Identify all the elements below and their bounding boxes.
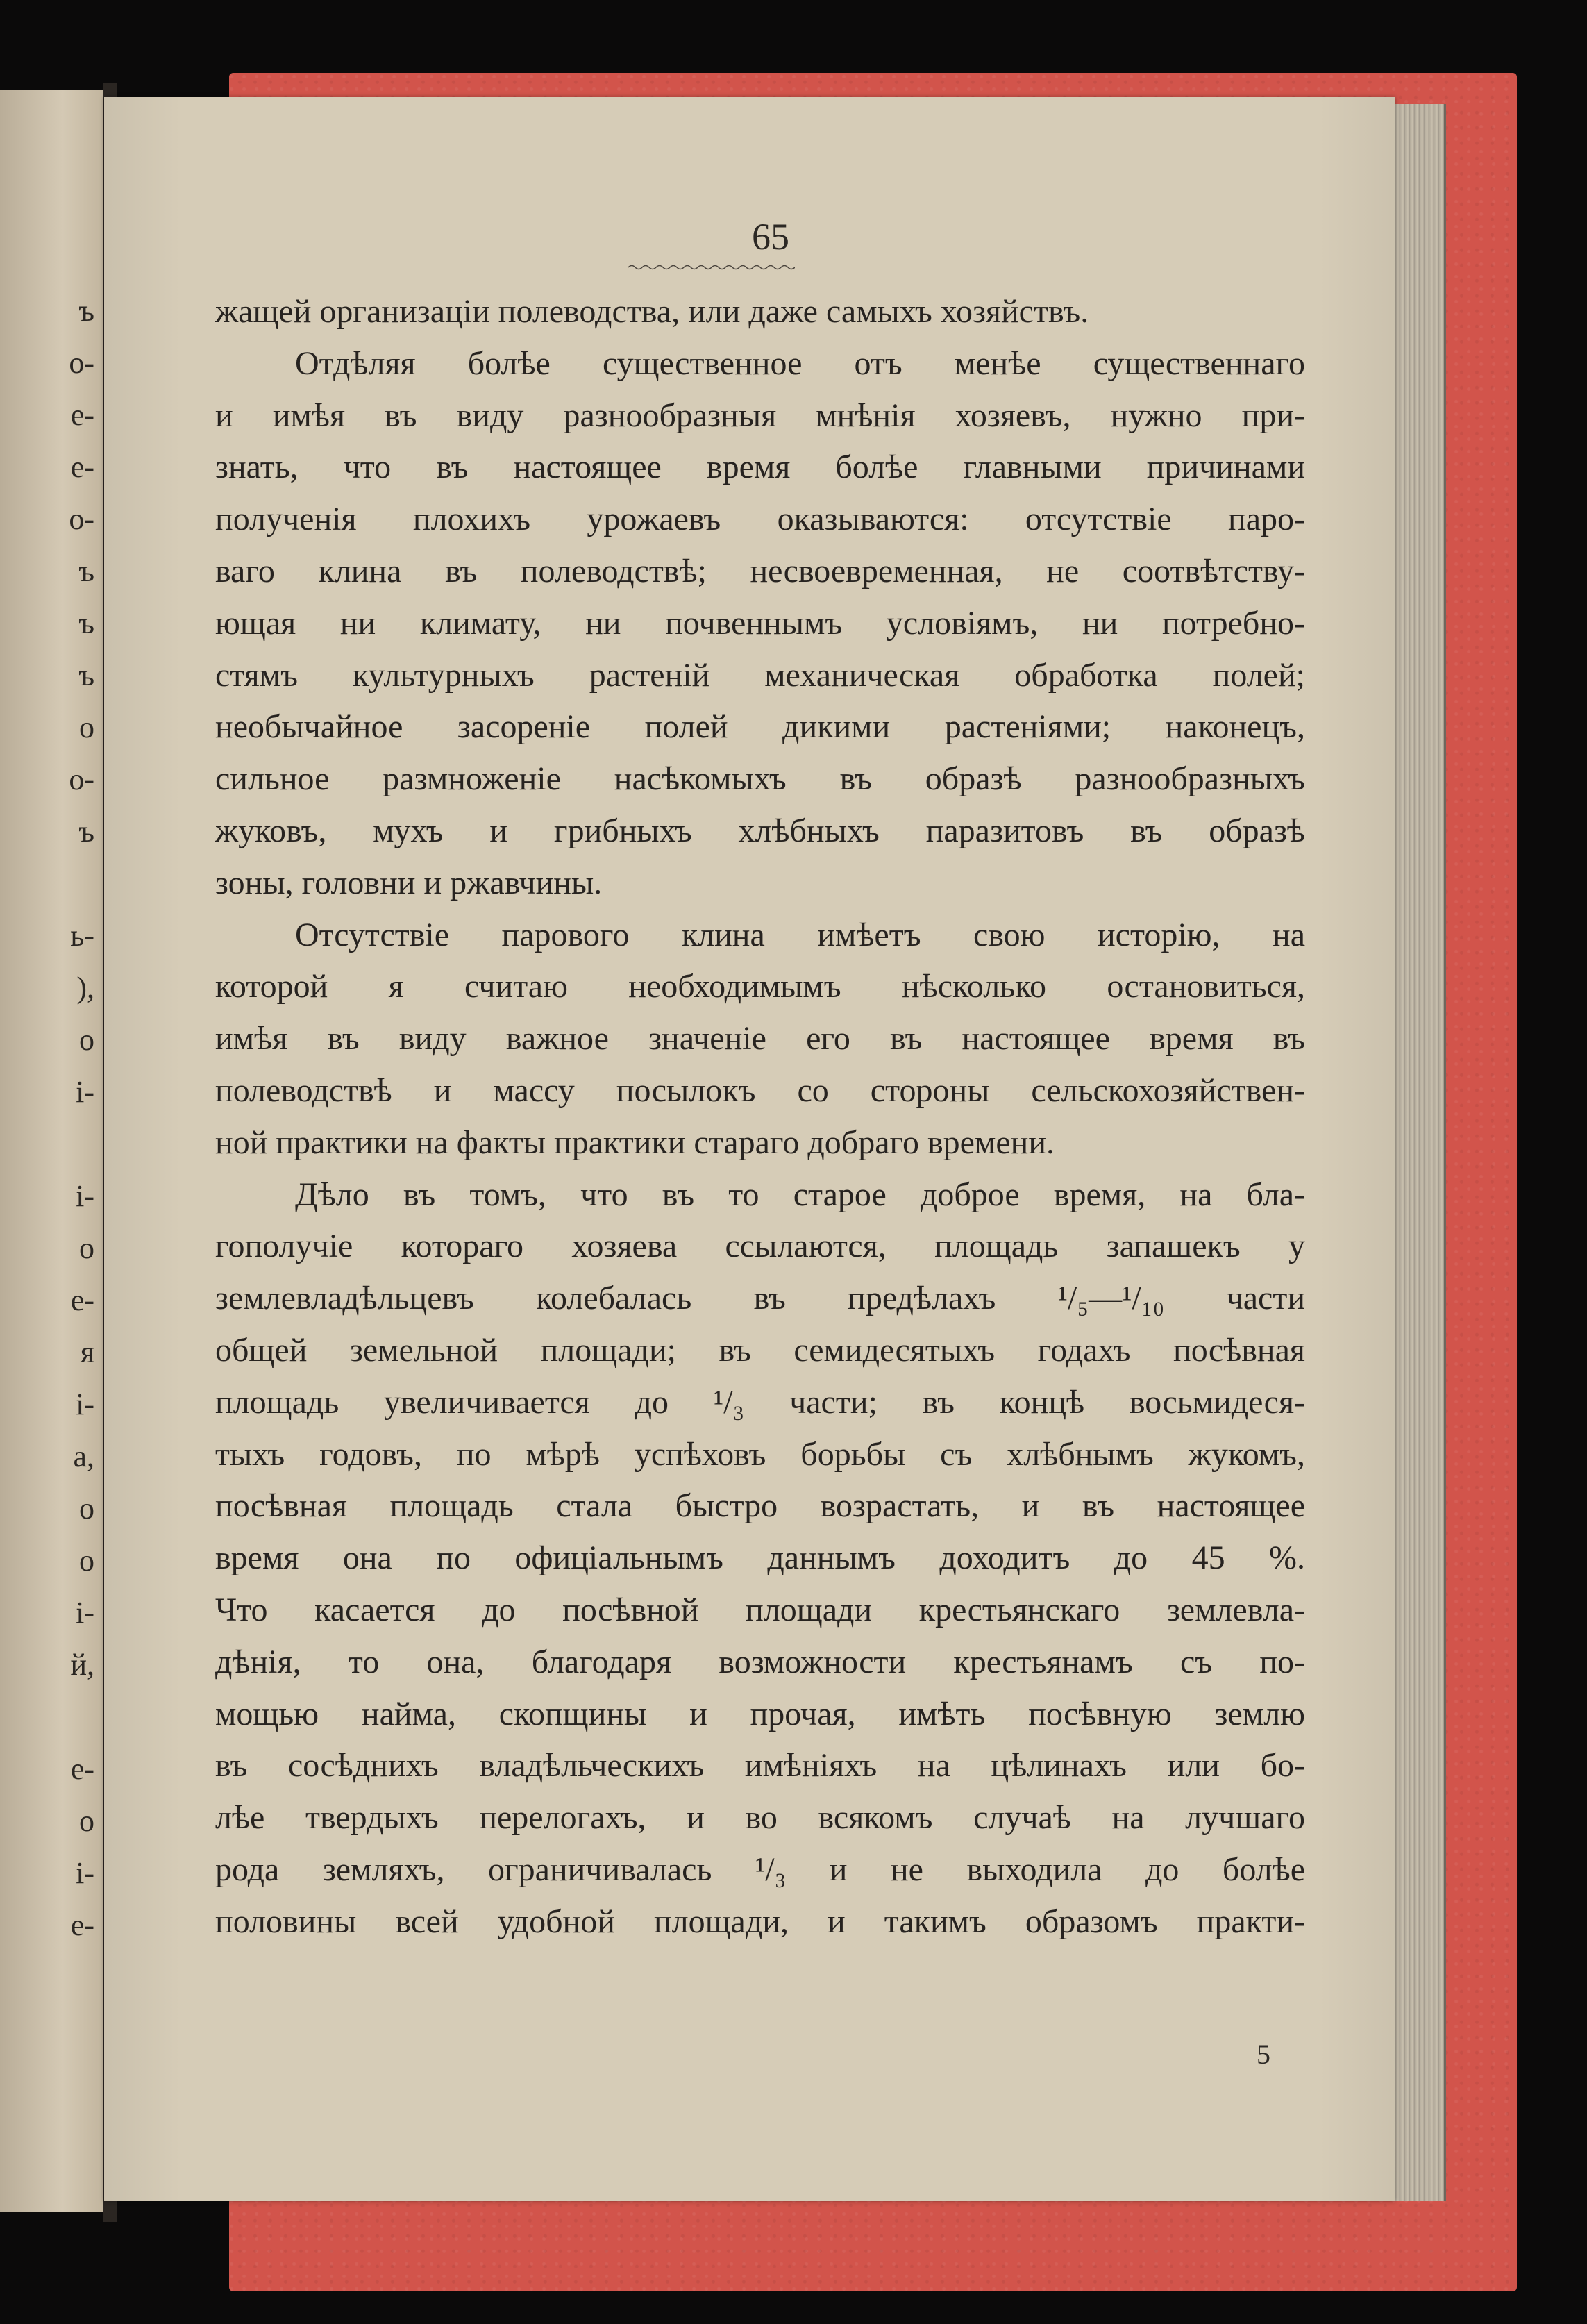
left-page-fragment: ъ bbox=[78, 814, 94, 848]
text-line: жуковъ, мухъ и грибныхъ хлѣбныхъ паразитовъ въ образѣ bbox=[215, 812, 1305, 849]
text-line: гополучіе котораго хозяева ссылаются, площадь запашекъ у bbox=[215, 1228, 1305, 1265]
text-line: ваго клина въ полеводствѣ; несвоевременная, не соотвѣтству- bbox=[215, 552, 1305, 590]
book-page bbox=[104, 97, 1395, 2201]
text-line: Отдѣляя болѣе существенное отъ менѣе существеннаго bbox=[295, 344, 1305, 382]
left-page-fragment: і- bbox=[76, 1856, 94, 1890]
text-line: время она по офиціальнымъ даннымъ доходитъ до 45 %. bbox=[215, 1539, 1305, 1577]
text-line: половины всей удобной площади, и такимъ образомъ практи- bbox=[215, 1903, 1305, 1940]
left-page-fragment: о bbox=[79, 1804, 94, 1838]
left-page-fragment: о bbox=[79, 1491, 94, 1525]
left-page-fragment: ъ bbox=[78, 606, 94, 640]
left-page-fragment: ), bbox=[76, 971, 94, 1005]
text-line: землевладѣльцевъ колебалась въ предѣлахъ ¹/₅—¹/₁₀ части bbox=[215, 1280, 1305, 1317]
left-page-fragment bbox=[67, 1691, 94, 1743]
left-page-fragment: е- bbox=[70, 1908, 94, 1942]
text-line: знать, что въ настоящее время болѣе главными причинами bbox=[215, 449, 1305, 486]
text-line: Отсутствіе парового клина имѣетъ свою исторію, на bbox=[295, 916, 1305, 953]
left-page-edge bbox=[0, 90, 108, 2212]
text-line: посѣвная площадь стала быстро возрастать, и въ настоящее bbox=[215, 1487, 1305, 1525]
text-line: Дѣло въ томъ, что въ то старое доброе время, на бла- bbox=[295, 1176, 1305, 1213]
text-line: въ сосѣднихъ владѣльческихъ имѣніяхъ на цѣлинахъ или бо- bbox=[215, 1747, 1305, 1784]
text-line: полеводствѣ и массу посылокъ со стороны сельскохозяйствен- bbox=[215, 1071, 1305, 1109]
left-page-fragment: е- bbox=[70, 398, 94, 432]
text-line: общей земельной площади; въ семидесятыхъ годахъ посѣвная bbox=[215, 1331, 1305, 1369]
left-page-fragment: і- bbox=[76, 1387, 94, 1421]
left-page-fragment bbox=[67, 1118, 94, 1170]
left-page-fragment: а, bbox=[73, 1439, 94, 1473]
text-line: которой я считаю необходимымъ нѣсколько остановиться, bbox=[215, 968, 1305, 1005]
text-line: площадь увеличивается до ¹/₃ части; въ концѣ восьмидеся- bbox=[215, 1383, 1305, 1421]
body-text bbox=[215, 286, 1305, 1948]
text-line: жащей организаціи полеводства, или даже самыхъ хозяйствъ. bbox=[215, 293, 1089, 330]
left-page-fragment: ъ bbox=[78, 294, 94, 328]
text-line: рода земляхъ, ограничивалась ¹/₃ и не выходила до болѣе bbox=[215, 1850, 1305, 1888]
left-page-fragment: ъ bbox=[78, 554, 94, 588]
left-page-fragment: ь- bbox=[70, 919, 94, 953]
text-line: ной практики на факты практики стараго добраго времени. bbox=[215, 1123, 1055, 1161]
left-page-fragment: і- bbox=[76, 1179, 94, 1213]
left-page-fragment: і- bbox=[76, 1596, 94, 1630]
text-line: стямъ культурныхъ растеній механическая обработка полей; bbox=[215, 656, 1305, 694]
text-line: ющая ни климату, ни почвеннымъ условіямъ, ни потребно- bbox=[215, 604, 1305, 642]
text-line: полученія плохихъ урожаевъ оказываются: отсутствіе паро- bbox=[215, 501, 1305, 538]
left-page-fragment: й, bbox=[70, 1648, 94, 1682]
text-line: Что касается до посѣвной площади крестьянскаго землевла- bbox=[215, 1591, 1305, 1628]
text-line: тыхъ годовъ, по мѣрѣ успѣховъ борьбы съ хлѣбнымъ жукомъ, bbox=[215, 1435, 1305, 1473]
text-line: и имѣя въ виду разнообразныя мнѣнія хозяевъ, нужно при- bbox=[215, 396, 1305, 434]
text-line: зоны, головни и ржавчины. bbox=[215, 864, 603, 901]
text-line: имѣя въ виду важное значеніе его въ настоящее время въ bbox=[215, 1020, 1305, 1057]
text-line: необычайное засореніе полей дикими растеніями; наконецъ, bbox=[215, 708, 1305, 746]
page-number: 65 bbox=[752, 216, 789, 258]
left-page-fragment: о bbox=[79, 710, 94, 744]
left-page-fragment: е- bbox=[70, 1752, 94, 1786]
left-page-fragment: е- bbox=[70, 450, 94, 484]
signature-mark: 5 bbox=[1257, 2039, 1270, 2070]
left-page-fragment: ъ bbox=[78, 658, 94, 692]
left-page-fragment: е- bbox=[70, 1283, 94, 1317]
left-page-fragment: о bbox=[79, 1023, 94, 1057]
left-page-fragment: я bbox=[80, 1335, 94, 1369]
left-page-fragment bbox=[67, 858, 94, 910]
left-page-fragment: о- bbox=[69, 762, 94, 796]
left-page-fragment: о- bbox=[69, 502, 94, 536]
text-line: лѣе твердыхъ перелогахъ, и во всякомъ случаѣ на лучшаго bbox=[215, 1799, 1305, 1837]
text-line: дѣнія, то она, благодаря возможности крестьянамъ съ по- bbox=[215, 1643, 1305, 1680]
text-line: сильное размноженіе насѣкомыхъ въ образѣ разнообразныхъ bbox=[215, 760, 1305, 798]
page-edges bbox=[1395, 104, 1446, 2201]
left-page-text-fragments bbox=[67, 285, 94, 1951]
left-page-fragment: о bbox=[79, 1544, 94, 1578]
ornamental-rule bbox=[628, 264, 795, 271]
text-line: мощью найма, скопщины и прочая, имѣть посѣвную землю bbox=[215, 1695, 1305, 1732]
left-page-fragment: о- bbox=[69, 346, 94, 380]
left-page-fragment: о bbox=[79, 1231, 94, 1265]
left-page-fragment: і- bbox=[76, 1075, 94, 1109]
